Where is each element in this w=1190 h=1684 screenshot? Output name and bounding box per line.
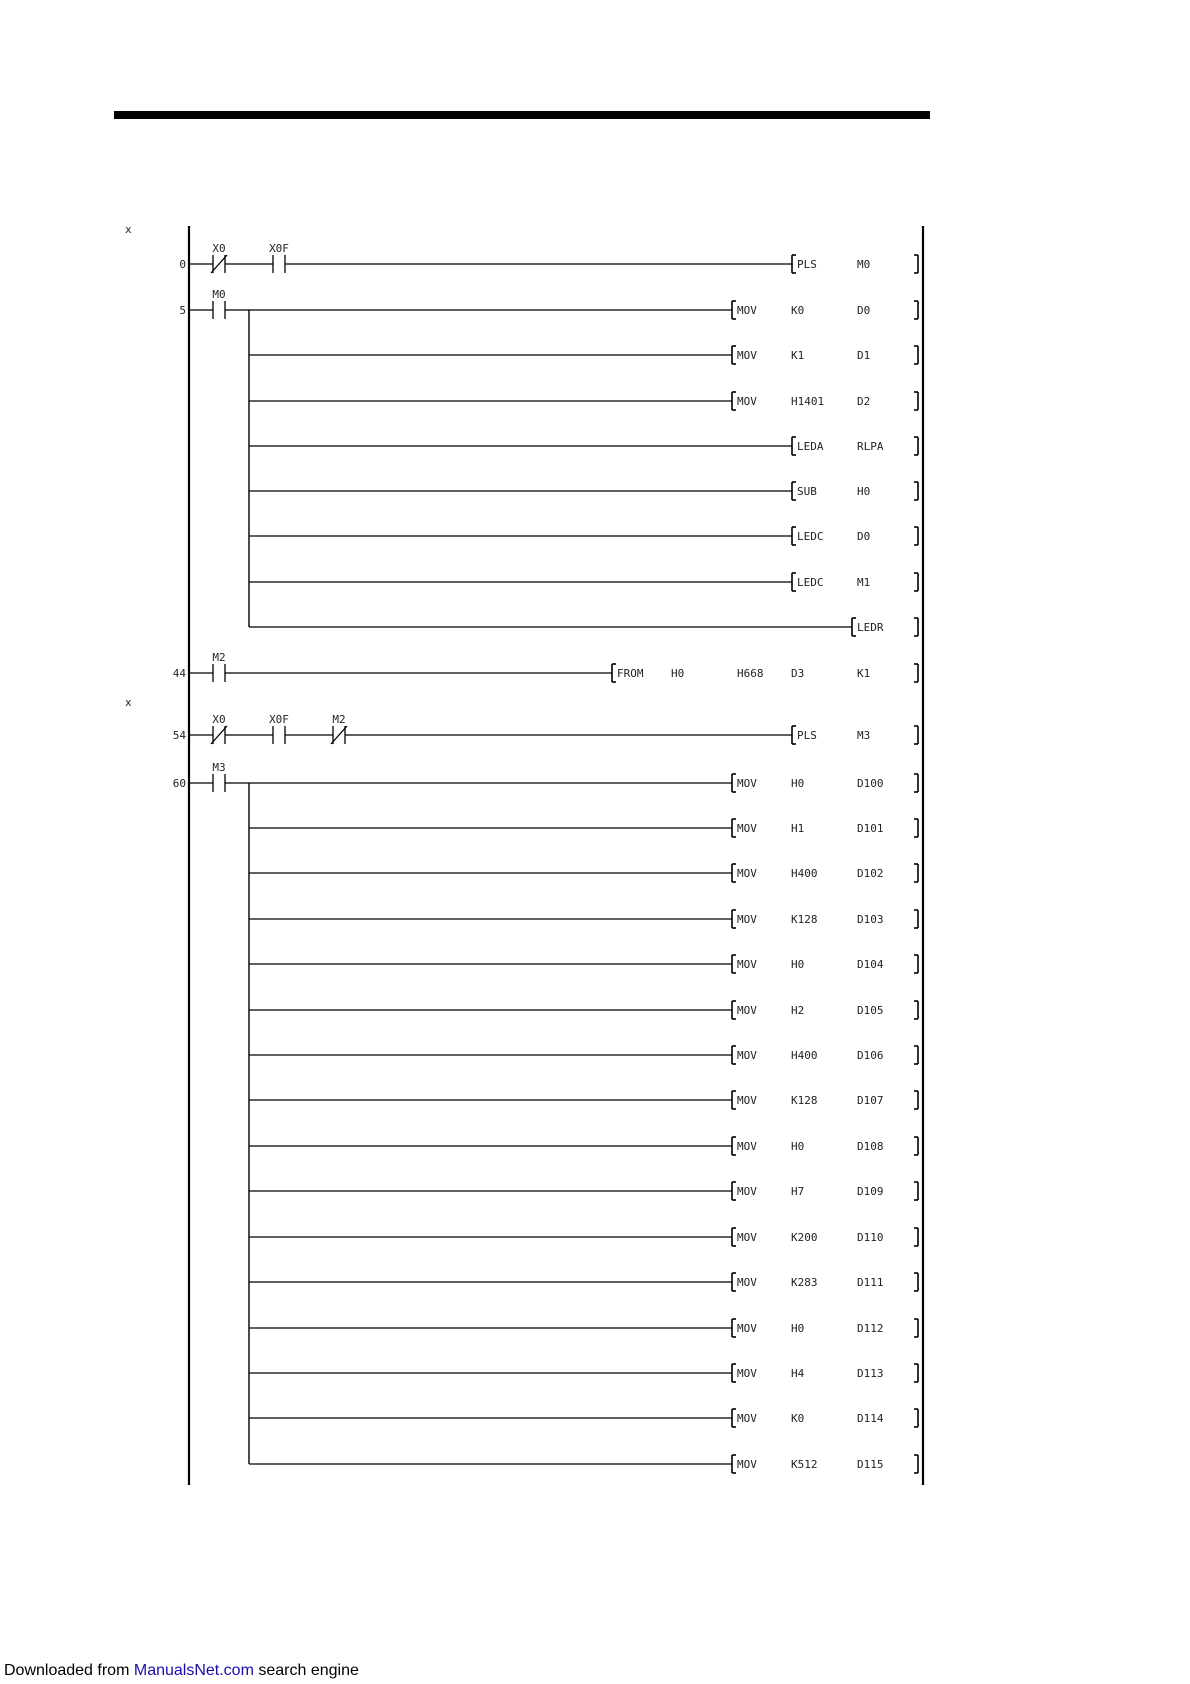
- instruction-op: MOV: [737, 1412, 757, 1425]
- step-number: 60: [172, 777, 186, 790]
- step-number: 44: [172, 667, 186, 680]
- instruction-op: MOV: [737, 1094, 757, 1107]
- instruction-arg: H668: [737, 667, 764, 680]
- instruction-op: MOV: [737, 1458, 757, 1471]
- instruction-arg: K200: [791, 1231, 818, 1244]
- instruction-arg: H2: [791, 1004, 805, 1017]
- instruction-arg: H0: [791, 1140, 805, 1153]
- contact-label: X0: [212, 713, 226, 726]
- instruction-arg: D2: [857, 395, 871, 408]
- instruction-arg: H4: [791, 1367, 805, 1380]
- instruction-arg: D109: [857, 1185, 884, 1198]
- instruction-arg: D104: [857, 958, 884, 971]
- instruction-op: SUB: [797, 485, 817, 498]
- contact-label: M3: [212, 761, 226, 774]
- instruction-arg: M0: [857, 258, 871, 271]
- instruction-op: MOV: [737, 1185, 757, 1198]
- instruction-arg: D114: [857, 1412, 884, 1425]
- instruction-arg: D3: [791, 667, 805, 680]
- contact-label: M2: [332, 713, 346, 726]
- contact-label: X0F: [269, 242, 289, 255]
- contact-label: X0F: [269, 713, 289, 726]
- instruction-op: MOV: [737, 1322, 757, 1335]
- contact-label: M0: [212, 288, 226, 301]
- instruction-arg: H1401: [791, 395, 825, 408]
- footer-prefix: Downloaded from: [4, 1662, 130, 1679]
- instruction-arg: D107: [857, 1094, 884, 1107]
- footer-link[interactable]: ManualsNet.com: [133, 1662, 254, 1679]
- instruction-op: PLS: [797, 258, 817, 271]
- instruction-op: LEDA: [797, 440, 824, 453]
- instruction-arg: K1: [857, 667, 871, 680]
- instruction-arg: D0: [857, 304, 871, 317]
- instruction-arg: D115: [857, 1458, 884, 1471]
- instruction-arg: D101: [857, 822, 884, 835]
- instruction-arg: D106: [857, 1049, 884, 1062]
- instruction-arg: K0: [791, 304, 805, 317]
- instruction-arg: H1: [791, 822, 805, 835]
- instruction-arg: D1: [857, 349, 871, 362]
- instruction-arg: D113: [857, 1367, 884, 1380]
- instruction-op: MOV: [737, 777, 757, 790]
- instruction-op: MOV: [737, 1231, 757, 1244]
- instruction-arg: M1: [857, 576, 871, 589]
- instruction-op: MOV: [737, 304, 757, 317]
- instruction-arg: H0: [791, 777, 805, 790]
- instruction-op: MOV: [737, 349, 757, 362]
- instruction-arg: D103: [857, 913, 884, 926]
- instruction-op: MOV: [737, 395, 757, 408]
- instruction-op: MOV: [737, 913, 757, 926]
- instruction-arg: RLPA: [857, 440, 884, 453]
- instruction-arg: H0: [791, 1322, 805, 1335]
- instruction-op: MOV: [737, 822, 757, 835]
- instruction-arg: D105: [857, 1004, 884, 1017]
- instruction-op: LEDC: [797, 530, 824, 543]
- footer-suffix: search engine: [258, 1662, 359, 1679]
- instruction-arg: K283: [791, 1276, 818, 1289]
- instruction-op: LEDR: [857, 621, 884, 634]
- instruction-arg: D112: [857, 1322, 884, 1335]
- instruction-op: MOV: [737, 1049, 757, 1062]
- instruction-op: MOV: [737, 1140, 757, 1153]
- instruction-arg: D108: [857, 1140, 884, 1153]
- step-number: 0: [179, 258, 186, 271]
- step-number: 54: [172, 729, 186, 742]
- instruction-op: MOV: [737, 1004, 757, 1017]
- instruction-op: MOV: [737, 867, 757, 880]
- instruction-arg: D110: [857, 1231, 884, 1244]
- contact-label: X0: [212, 242, 226, 255]
- instruction-op: MOV: [737, 1367, 757, 1380]
- instruction-arg: K1: [791, 349, 805, 362]
- instruction-op: PLS: [797, 729, 817, 742]
- instruction-arg: K128: [791, 913, 818, 926]
- comment-mark: x: [125, 223, 132, 236]
- instruction-arg: D100: [857, 777, 884, 790]
- instruction-arg: K0: [791, 1412, 805, 1425]
- footer: [4, 1662, 359, 1680]
- instruction-arg: H0: [671, 667, 685, 680]
- instruction-op: FROM: [617, 667, 644, 680]
- instruction-arg: D0: [857, 530, 871, 543]
- instruction-arg: K128: [791, 1094, 818, 1107]
- instruction-op: MOV: [737, 958, 757, 971]
- contact-label: M2: [212, 651, 226, 664]
- instruction-arg: D111: [857, 1276, 884, 1289]
- instruction-arg: H400: [791, 867, 818, 880]
- comment-mark: x: [125, 696, 132, 709]
- instruction-arg: H400: [791, 1049, 818, 1062]
- instruction-arg: H7: [791, 1185, 805, 1198]
- instruction-arg: H0: [791, 958, 805, 971]
- instruction-arg: D102: [857, 867, 884, 880]
- instruction-arg: H0: [857, 485, 871, 498]
- instruction-op: LEDC: [797, 576, 824, 589]
- step-number: 5: [179, 304, 186, 317]
- instruction-arg: M3: [857, 729, 871, 742]
- instruction-arg: K512: [791, 1458, 818, 1471]
- instruction-op: MOV: [737, 1276, 757, 1289]
